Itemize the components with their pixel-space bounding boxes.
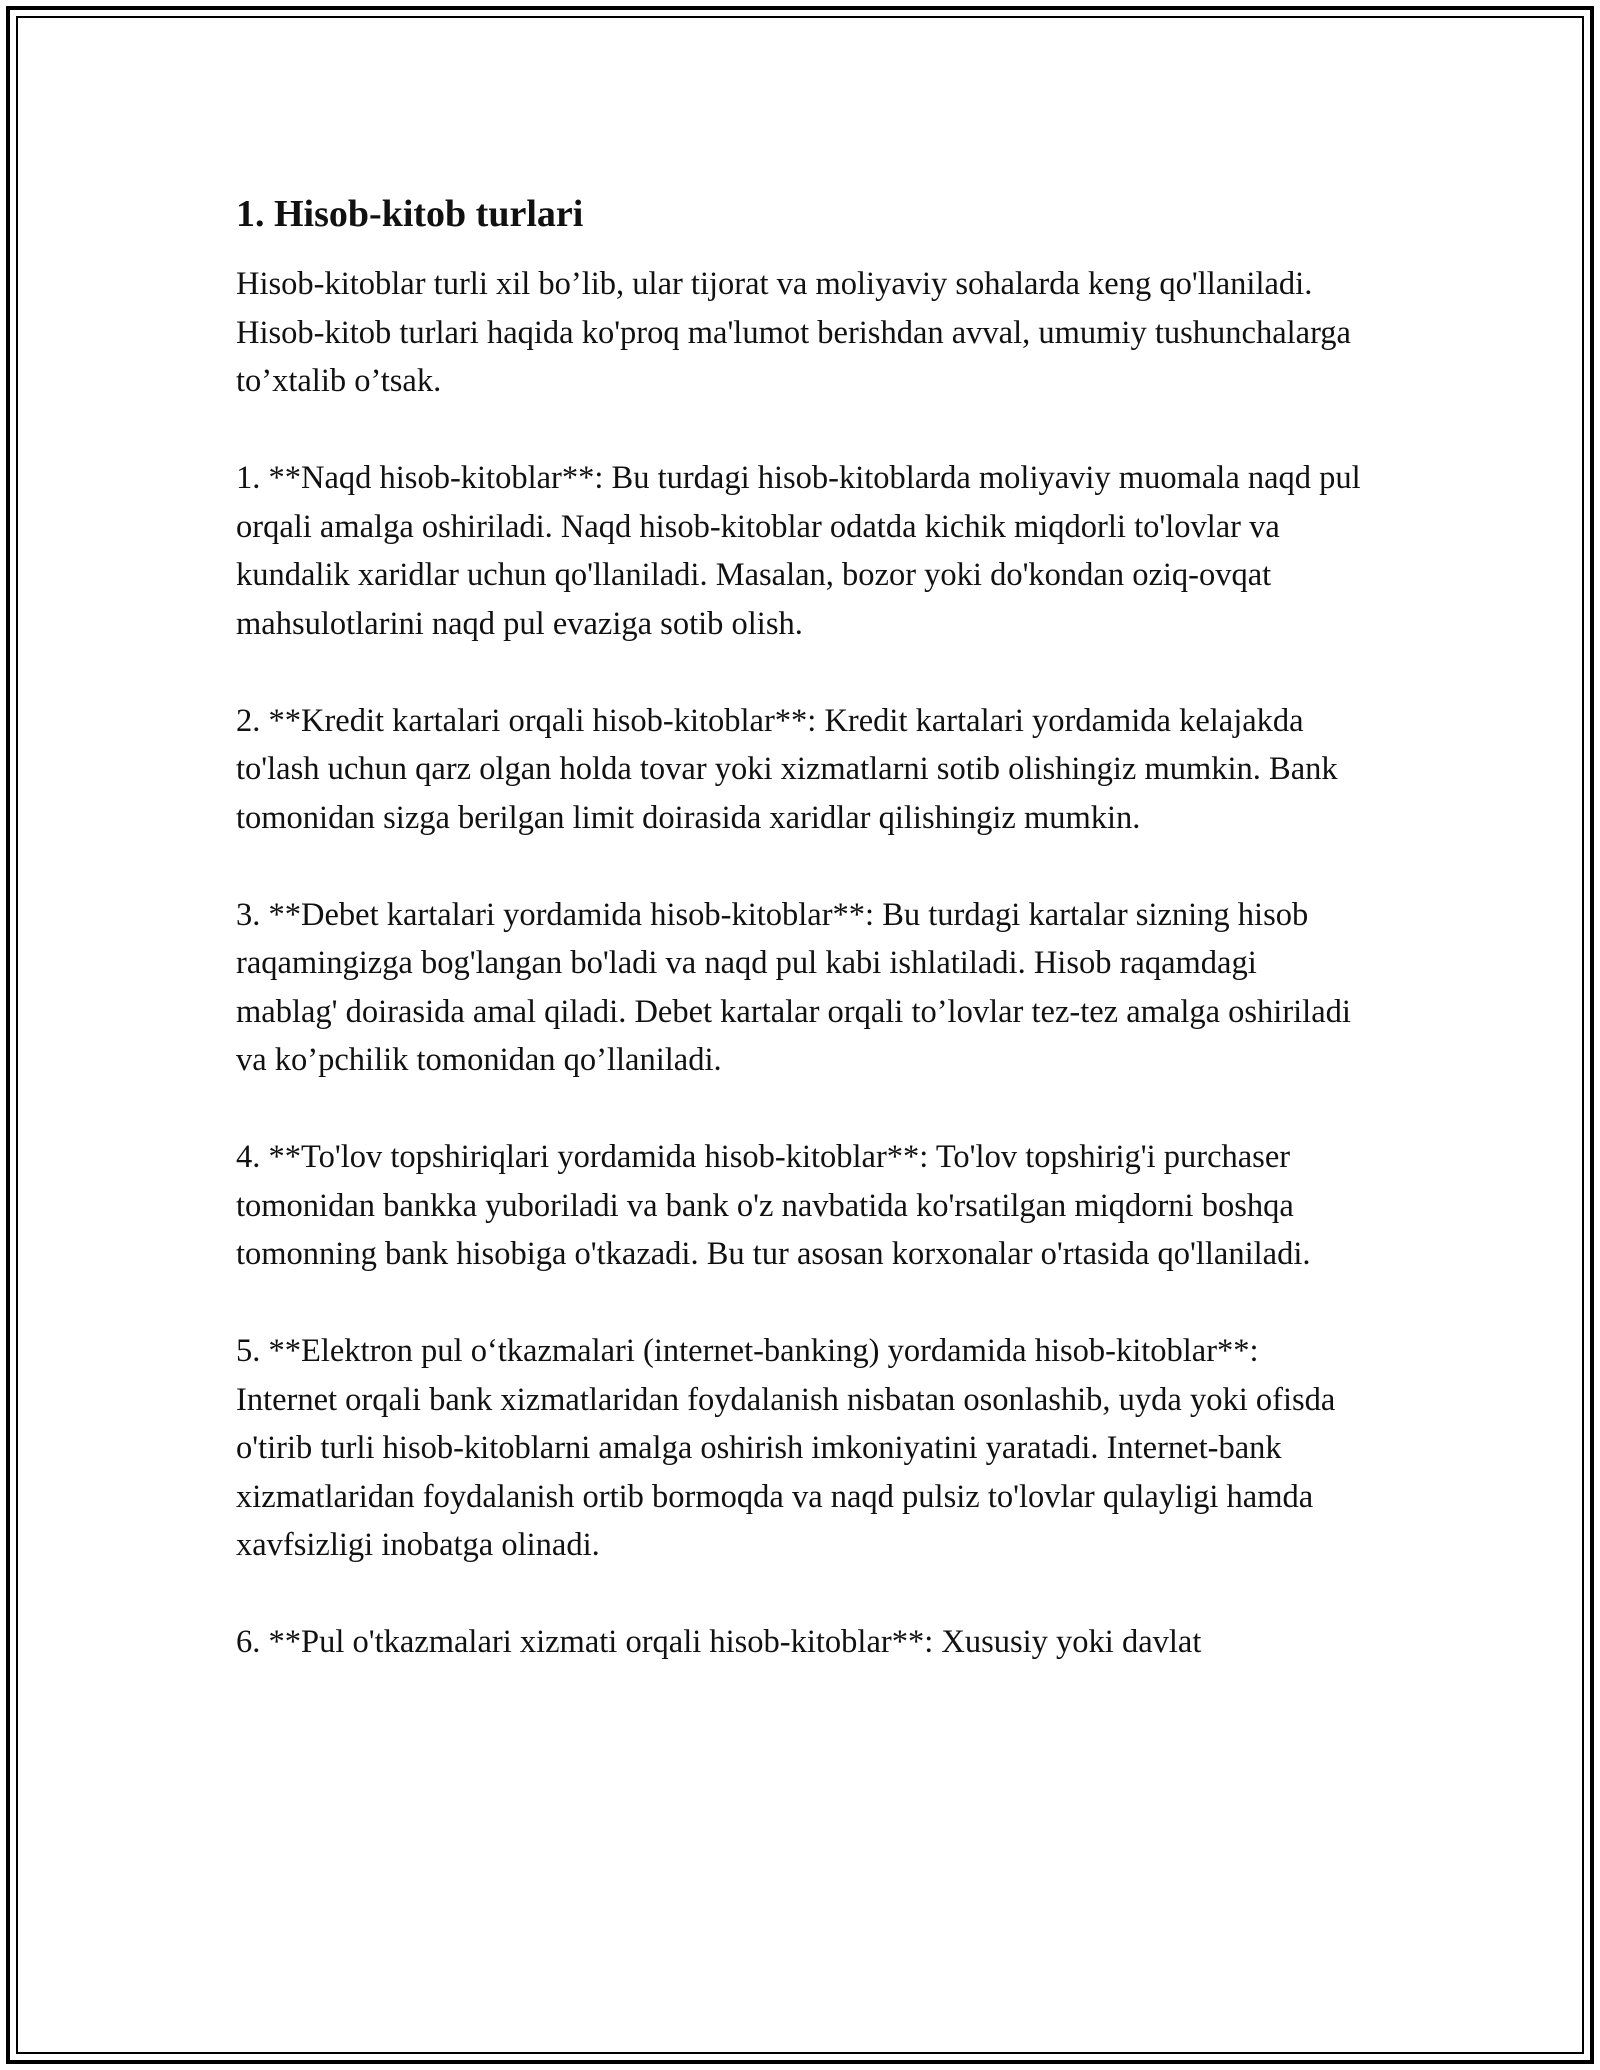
section-heading: 1. Hisob-kitob turlari [236, 193, 584, 235]
list-item-money-transfer-services: 6. **Pul o'tkazmalari xizmati orqali hisob-kitoblar**: Xususiy yoki davlat [236, 1624, 1202, 1660]
list-item-credit-cards: 2. **Kredit kartalari orqali hisob-kitoblar**: Kredit kartalari yordamida kelajakda to'lash uchun qarz olgan holda tovar yoki xizmatlarni sotib olishingiz mumkin. Bank tomonidan sizga berilgan limit doirasida xaridlar qilishingiz mumkin. [236, 702, 1338, 836]
document-body [236, 186, 1366, 1667]
list-item-payment-orders: 4. **To'lov topshiriqlari yordamida hisob-kitoblar**: To'lov topshirig'i purchaser tomonidan bankka yuboriladi va bank o'z navbatida ko'rsatilgan miqdorni boshqa tomonning bank hisobiga o'tkazadi. Bu tur asosan korxonalar o'rtasida qo'llaniladi. [236, 1139, 1311, 1272]
list-item-debit-cards: 3. **Debet kartalari yordamida hisob-kitoblar**: Bu turdagi kartalar sizning hisob raqamingizga bog'langan bo'ladi va naqd pul kabi ishlatiladi. Hisob raqamdagi mablag' doirasida amal qiladi. Debet kartalar orqali to’lovlar tez-tez amalga oshiriladi va ko’pchilik tomonidan qo’llaniladi. [236, 896, 1351, 1078]
list-item-electronic-transfers: 5. **Elektron pul o‘tkazmalari (internet-banking) yordamida hisob-kitoblar**: Internet orqali bank xizmatlaridan foydalanish nisbatan osonlashib, uyda yoki ofisda o'tirib turli hisob-kitoblarni amalga oshirish imkoniyatini yaratadi. Internet-bank xizmatlaridan foydalanish ortib bormoqda va naqd pulsiz to'lovlar qulayligi hamda xavfsizligi inobatga olinadi. [236, 1333, 1336, 1563]
intro-paragraph: Hisob-kitoblar turli xil bo’lib, ular tijorat va moliyaviy sohalarda keng qo'llaniladi. Hisob-kitob turlari haqida ko'proq ma'lumot berishdan avval, umumiy tushunchalarga to’xtalib o’tsak. [236, 266, 1351, 399]
list-item-cash-payments: 1. **Naqd hisob-kitoblar**: Bu turdagi hisob-kitoblarda moliyaviy muomala naqd pul orqali amalga oshiriladi. Naqd hisob-kitoblar odatda kichik miqdorli to'lovlar va kundalik xaridlar uchun qo'llaniladi. Masalan, bozor yoki do'kondan oziq-ovqat mahsulotlarini naqd pul evaziga sotib olish. [236, 460, 1361, 642]
